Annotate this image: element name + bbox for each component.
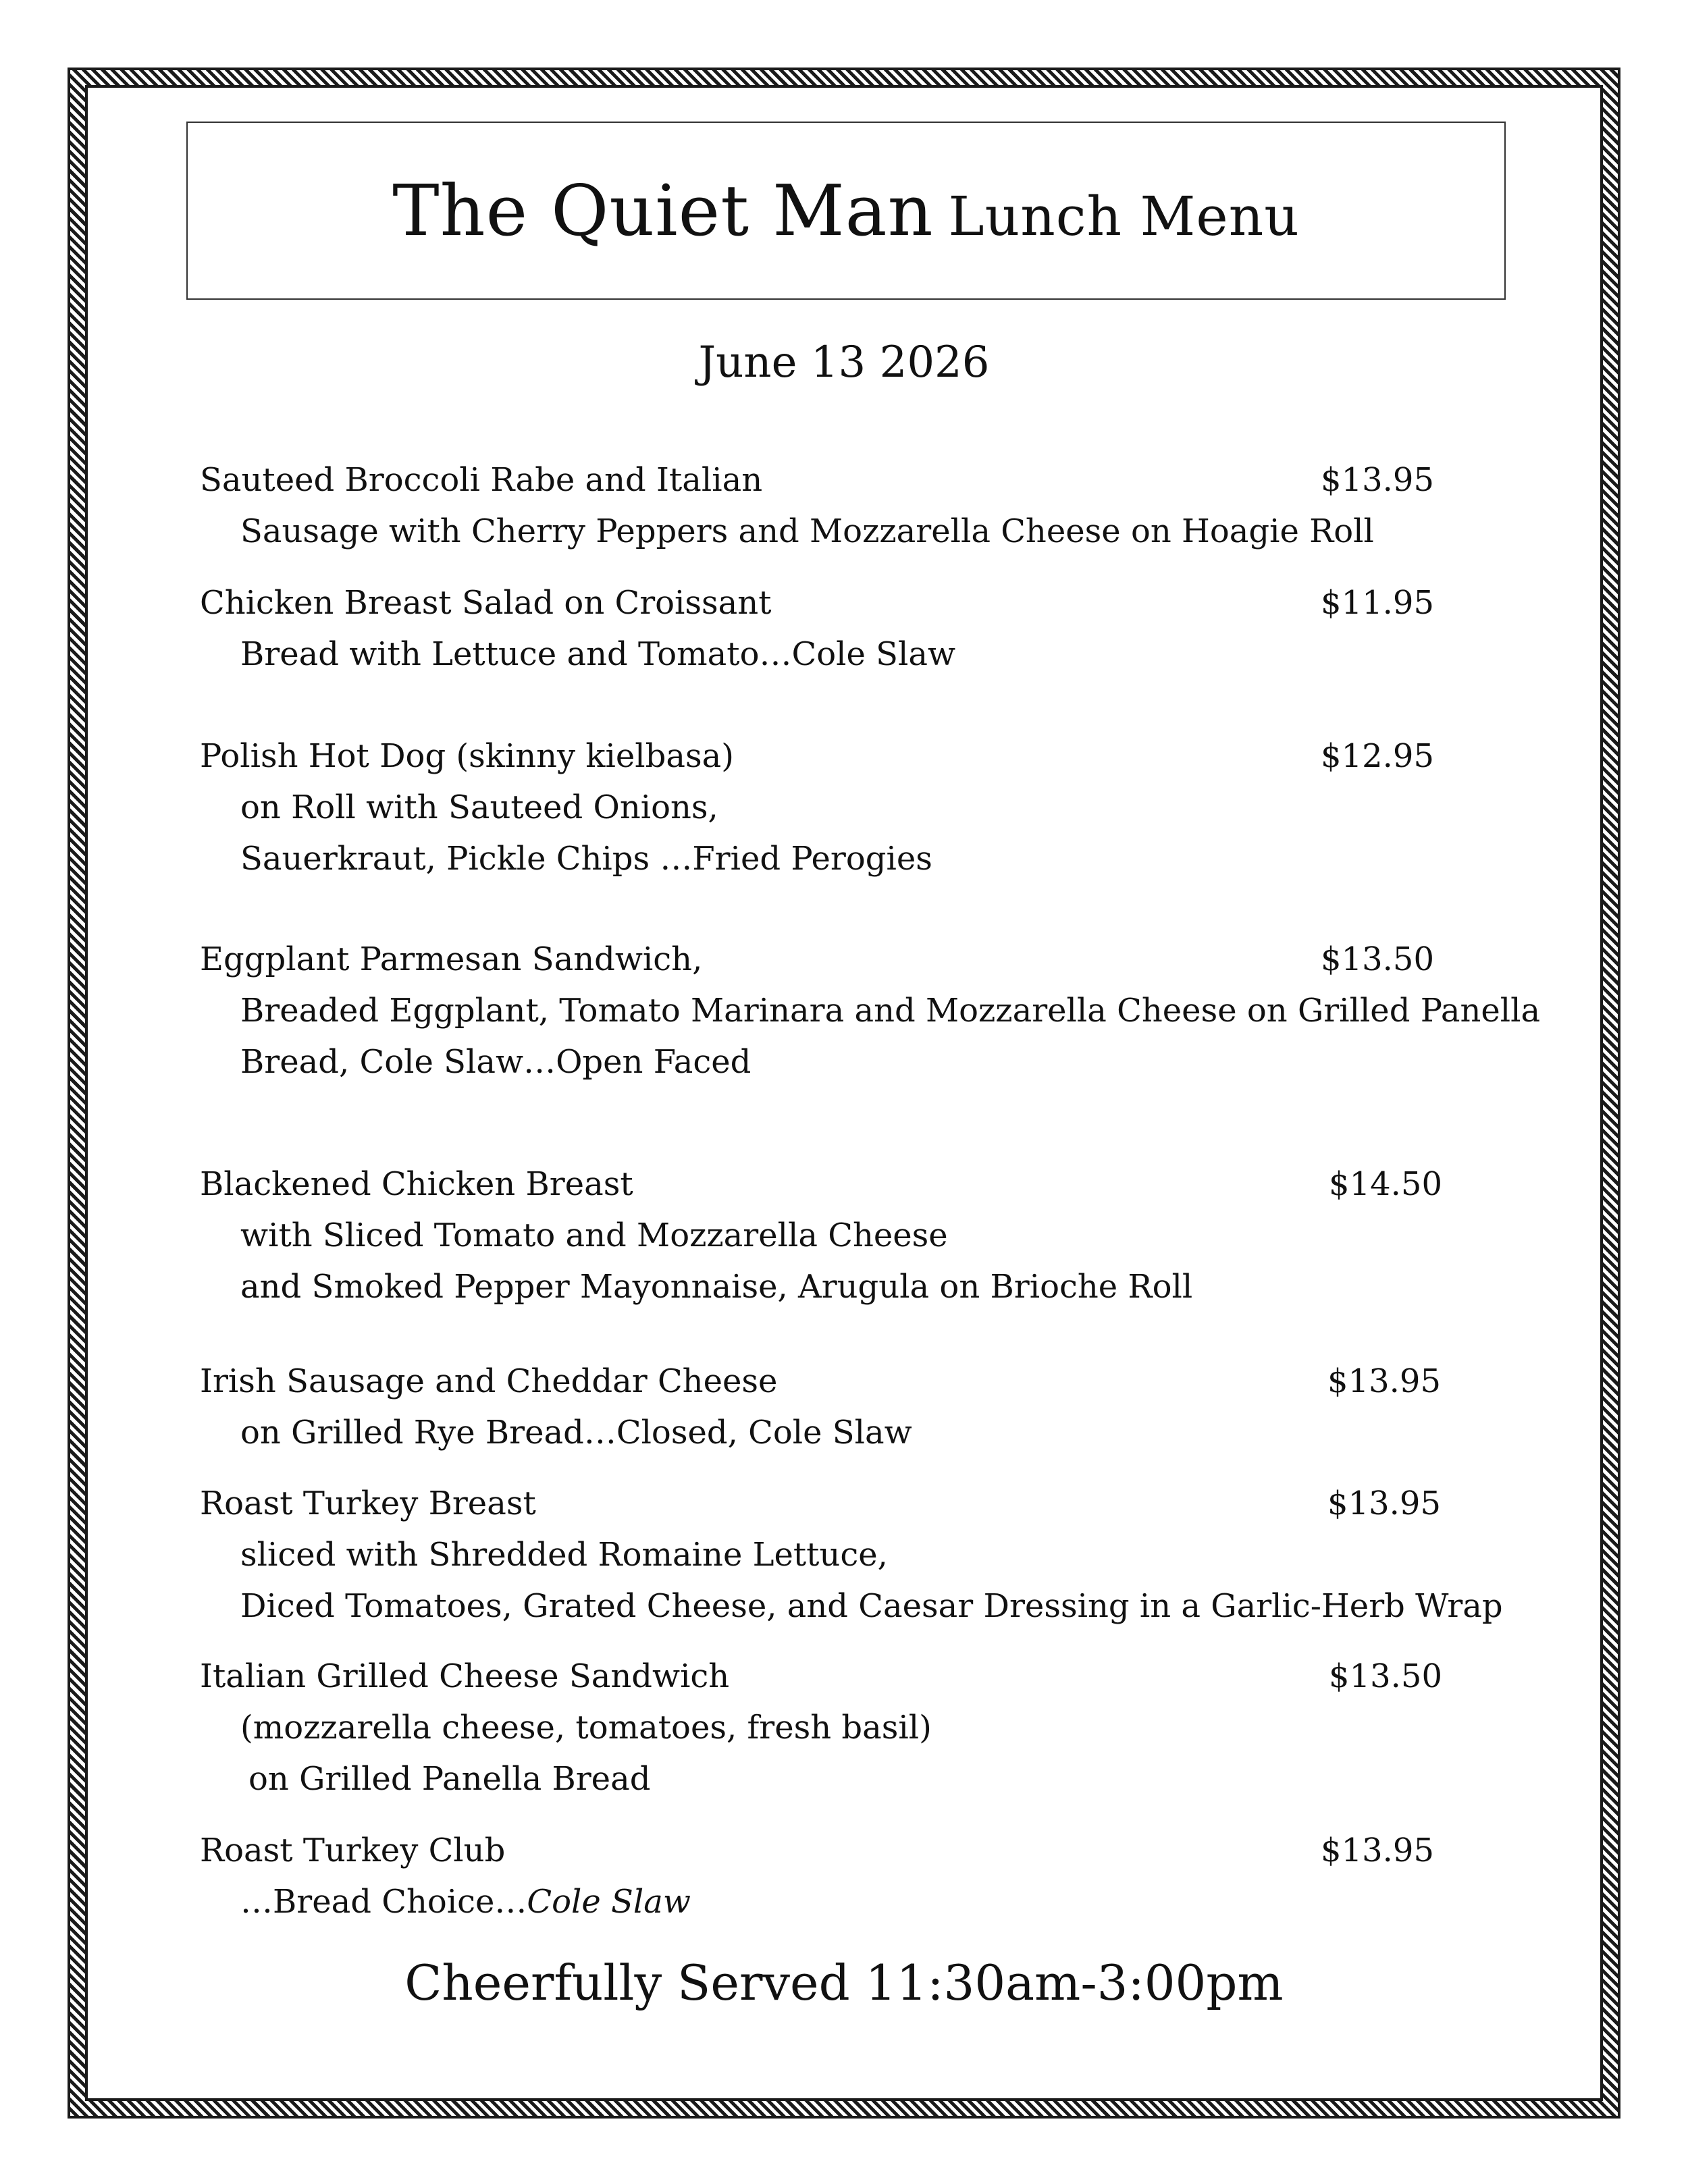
item-name: Roast Turkey Club [200,1832,506,1869]
item-header [200,934,1434,985]
item-description: (mozzarella cheese, tomatoes, fresh basil) [240,1709,932,1747]
item-price: $13.50 [1321,940,1434,978]
item-name: Blackened Chicken Breast [200,1165,633,1203]
menu-item [200,934,1541,1088]
menu-item [200,1825,1434,1927]
restaurant-name: The Quiet Man [392,169,934,252]
item-description: on Grilled Panella Bread [248,1760,651,1798]
item-header [200,1478,1441,1529]
menu-date: June 13 2026 [698,338,990,388]
menu-item [200,577,1434,680]
menu-item [200,1356,1441,1458]
item-name: Irish Sausage and Cheddar Cheese [200,1362,778,1400]
item-description: on Roll with Sauteed Onions, [240,789,718,826]
item-description: and Smoked Pepper Mayonnaise, Arugula on Brioche Roll [240,1268,1193,1306]
serving-hours: Cheerfully Served 11:30am-3:00pm [404,1954,1284,2011]
item-header [200,1651,1442,1702]
item-description: on Grilled Rye Bread…Closed, Cole Slaw [240,1414,912,1451]
menu-item [200,730,1434,884]
item-header [200,730,1434,782]
item-name: Eggplant Parmesan Sandwich, [200,940,703,978]
menu-type: Lunch Menu [948,185,1300,248]
item-price: $13.50 [1329,1657,1442,1695]
item-name: Italian Grilled Cheese Sandwich [200,1657,730,1695]
item-header [200,1158,1442,1210]
item-description-italic: Cole Slaw [527,1883,691,1921]
item-description: sliced with Shredded Romaine Lettuce, [240,1536,888,1574]
item-price: $13.95 [1321,461,1434,499]
item-name: Polish Hot Dog (skinny kielbasa) [200,737,734,775]
item-price: $13.95 [1321,1832,1434,1869]
item-name: Sauteed Broccoli Rabe and Italian [200,461,763,499]
item-description: Diced Tomatoes, Grated Cheese, and Caesar Dressing in a Garlic-Herb Wrap [240,1587,1503,1625]
item-price: $14.50 [1329,1165,1442,1203]
menu-item [200,1651,1442,1805]
item-description-plain: …Bread Choice… [240,1883,527,1921]
item-price: $13.95 [1327,1362,1441,1400]
item-header [200,577,1434,629]
item-header [200,454,1434,506]
item-description: Bread with Lettuce and Tomato…Cole Slaw [240,635,956,673]
item-description: with Sliced Tomato and Mozzarella Cheese [240,1217,948,1254]
item-price: $13.95 [1327,1485,1441,1522]
item-description [200,1876,1415,1927]
item-description: Sauerkraut, Pickle Chips …Fried Perogies [240,840,932,878]
item-price: $12.95 [1321,737,1434,775]
menu-item [200,1158,1442,1312]
item-header [200,1825,1434,1876]
item-name: Roast Turkey Breast [200,1485,536,1522]
item-header [200,1356,1441,1407]
item-description: Bread, Cole Slaw…Open Faced [240,1043,751,1081]
page-title [392,169,1300,252]
menu-item [200,454,1434,557]
item-price: $11.95 [1321,584,1434,622]
title-box [186,122,1506,300]
item-description: Breaded Eggplant, Tomato Marinara and Mozzarella Cheese on Grilled Panella [240,992,1541,1030]
item-name: Chicken Breast Salad on Croissant [200,584,772,622]
menu-item [200,1478,1503,1632]
item-description: Sausage with Cherry Peppers and Mozzarella Cheese on Hoagie Roll [240,512,1374,550]
